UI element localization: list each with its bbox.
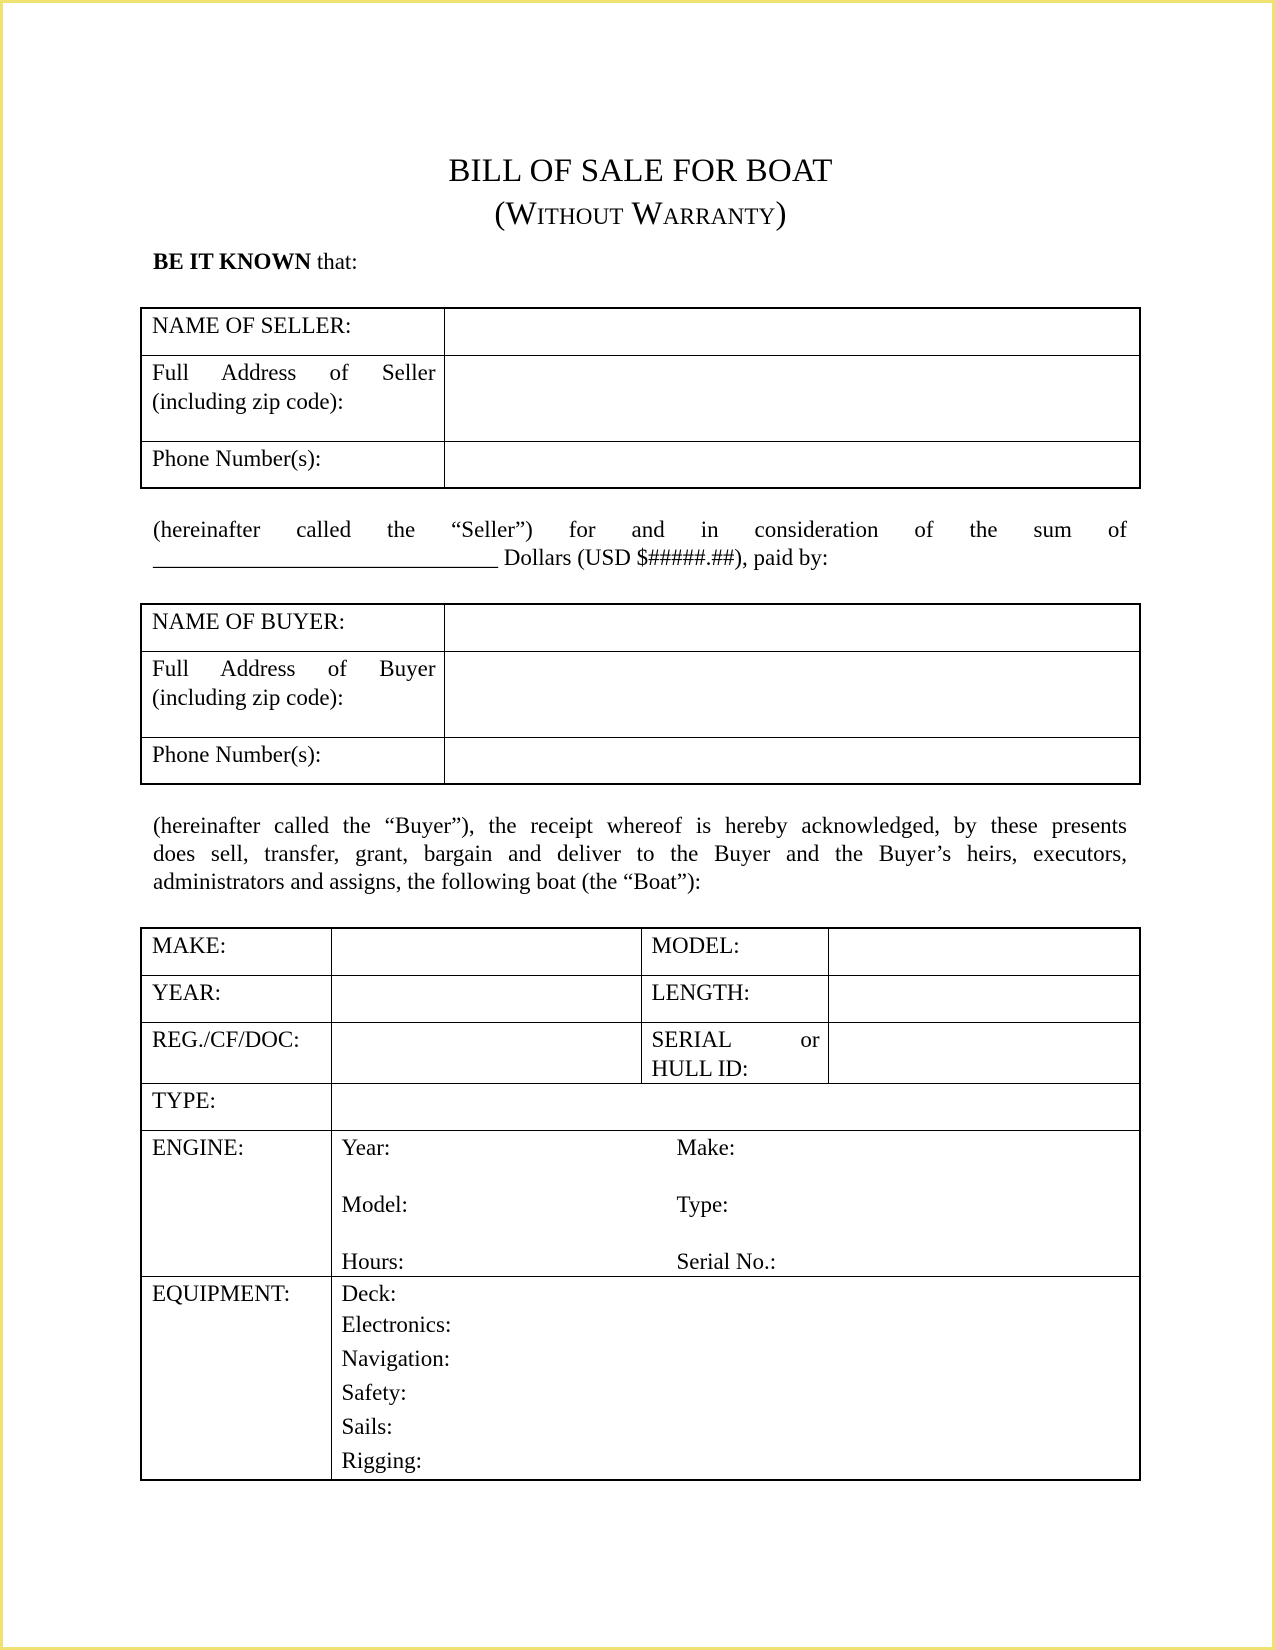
transfer-line3: administrators and assigns, the following boat (the “Boat”): [153,869,702,894]
buyer-phone-field[interactable] [444,737,1140,784]
buyer-phone-label: Phone Number(s): [141,737,444,784]
seller-phone-field[interactable] [444,441,1140,488]
consideration-line1: (hereinafter called the “Seller”) for and in consideration of the sum of [153,517,1127,542]
seller-name-label: NAME OF SELLER: [141,308,444,355]
type-field[interactable] [331,1083,1140,1130]
year-field[interactable] [331,975,641,1022]
year-label: YEAR: [141,975,331,1022]
make-label: MAKE: [141,928,331,975]
consideration-line2 [153,544,1127,572]
type-label: TYPE: [141,1083,331,1130]
serial-label-line1: SERIAL or [651,1026,820,1052]
seller-table [140,307,1141,489]
equipment-sails-label: Sails: [341,1413,393,1439]
length-field[interactable] [828,975,1140,1022]
engine-fields [342,1133,1132,1276]
engine-details[interactable] [331,1130,1140,1276]
engine-type-label: Type: [676,1191,729,1217]
consideration-line2-rest: Dollars (USD $#####.##), paid by: [498,545,829,570]
model-label: MODEL: [641,928,828,975]
buyer-name-field[interactable] [444,604,1140,651]
equipment-navigation-label: Navigation: [341,1345,451,1371]
seller-name-field[interactable] [444,308,1140,355]
seller-address-field[interactable] [444,355,1140,441]
boat-table [140,927,1141,1481]
buyer-table [140,603,1141,785]
buyer-address-label-line1: Full Address of Buyer [152,655,436,681]
seller-address-label-line2: (including zip code): [152,388,344,414]
transfer-paragraph [153,812,1127,896]
engine-serial-label: Serial No.: [676,1248,777,1274]
buyer-address-label [141,651,444,737]
transfer-line1: (hereinafter called the “Buyer”), the receipt whereof is hereby acknowledged, by these presents [153,813,1127,838]
seller-address-label-line1: Full Address of Seller [152,359,436,385]
equipment-deck-label: Deck: [341,1280,397,1306]
consideration-paragraph [153,516,1127,572]
engine-year-label: Year: [341,1134,391,1160]
seller-address-label [141,355,444,441]
buyer-name-label: NAME OF BUYER: [141,604,444,651]
equipment-list [342,1279,1132,1478]
make-field[interactable] [331,928,641,975]
engine-hours-label: Hours: [341,1248,405,1274]
reg-field[interactable] [331,1022,641,1083]
reg-label: REG./CF/DOC: [141,1022,331,1083]
amount-blank[interactable]: ______________________________ [153,545,498,570]
equipment-safety-label: Safety: [341,1379,407,1405]
equipment-rigging-label: Rigging: [341,1447,423,1473]
document-title: BILL OF SALE FOR BOAT [448,153,833,189]
serial-label-line2: HULL ID: [651,1055,749,1081]
intro-rest: that: [311,249,358,274]
buyer-address-field[interactable] [444,651,1140,737]
seller-phone-label: Phone Number(s): [141,441,444,488]
serial-field[interactable] [828,1022,1140,1083]
document-subtitle: (Without Warranty) [494,196,787,232]
buyer-address-label-line2: (including zip code): [152,684,344,710]
equipment-details[interactable] [331,1276,1140,1480]
equipment-label: EQUIPMENT: [141,1276,331,1480]
intro-text [153,249,358,275]
transfer-line2: does sell, transfer, grant, bargain and deliver to the Buyer and the Buyer’s heirs, executors, [153,841,1127,866]
engine-make-label: Make: [676,1134,736,1160]
serial-label [641,1022,828,1083]
equipment-electronics-label: Electronics: [341,1311,452,1337]
model-field[interactable] [828,928,1140,975]
engine-label: ENGINE: [141,1130,331,1276]
length-label: LENGTH: [641,975,828,1022]
engine-model-label: Model: [341,1191,408,1217]
intro-bold: BE IT KNOWN [153,249,312,274]
